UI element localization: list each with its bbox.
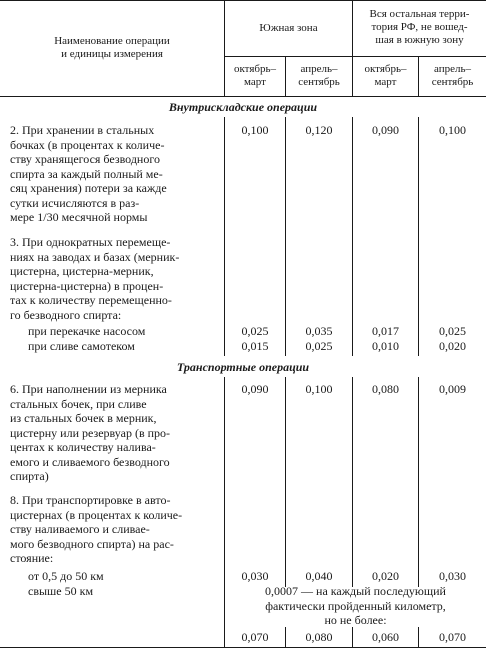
row6-value-south-oct: 0,090 [241,382,269,396]
row8-sub2-label: свыше 50 км [28,584,94,598]
row6-value-other-apr: 0,009 [439,382,466,396]
row-line: цистерна-цистерна) в процен- [10,278,164,293]
rule-header-split [224,56,486,57]
row-line: 8. При транспортировке в авто- [10,493,171,507]
row-line: ству наливаемого и сливае- [10,522,150,536]
header-south-oct-mar [225,63,285,89]
rule-col1-body-a [224,117,225,356]
period-line: сентябрь [298,76,340,88]
row8-sub2-value-other-apr: 0,070 [439,630,466,644]
row8-sub1-value-south-oct: 0,030 [241,569,269,583]
row3-sub2-value-other-apr: 0,020 [439,339,466,353]
rule-top [0,0,486,1]
row2-value-south-apr: 0,120 [305,123,333,137]
note-line: но не более: [324,613,387,627]
rule-col3-body-a [352,117,353,356]
note-line: фактически пройденный километр, [265,598,446,613]
header-other-line: тория РФ, не вошед- [371,21,468,33]
period-line: октябрь– [364,63,407,75]
row2-value-other-oct: 0,090 [372,123,399,137]
row3-sub1-value-south-apr: 0,035 [305,324,333,338]
row-line: цистерну или резервуар (в про- [10,425,171,440]
row-line: цистернах (в процентах к количе- [10,507,183,522]
header-other-line: шая в южную зону [375,34,464,46]
row2-value-other-apr: 0,100 [439,123,466,137]
row-line: го безводного спирта: [10,307,122,322]
row2-description [10,123,167,225]
row-line: центах к количеству налива- [10,440,156,454]
row8-sub2-note [225,584,486,628]
row2-value-south-oct: 0,100 [241,123,269,137]
row-line: бочках (в процентах к количе- [10,137,165,152]
row-line: цистерна, цистерна-мерник, [10,264,154,278]
row-line: сутки исчисляются в раз- [10,195,140,210]
header-other-zone [353,8,486,47]
rule-col3-body-b [352,377,353,587]
period-line: сентябрь [431,76,474,88]
row8-sub1-label: от 0,5 до 50 км [28,569,104,583]
header-south-apr-sep [286,63,352,89]
row3-sub1-value-south-oct: 0,025 [241,324,269,338]
row8-sub2-value-south-apr: 0,080 [305,630,333,644]
period-line: апрель– [300,63,338,75]
row3-sub1-label: при перекачке насосом [28,324,146,338]
rule-col4-body-a [418,117,419,356]
section-transport-title: Транспортные операции [176,360,310,374]
row6-description [10,382,170,484]
row-line: 2. При хранении в стальных [10,123,155,137]
row-line: ниях на заводах и базах (мерник- [10,249,180,264]
header-other-oct-mar [353,63,418,89]
row8-sub1-value-other-oct: 0,020 [372,569,399,583]
row8-sub2-value-south-oct: 0,070 [241,630,269,644]
rule-col4-body-b [418,377,419,587]
row-line: мере 1/30 месячной нормы [10,210,148,224]
row6-value-other-oct: 0,080 [372,382,399,396]
row-line: 3. При однократных перемеще- [10,235,171,249]
row-line: 6. При наполнении из мерника [10,382,167,396]
period-line: апрель– [433,63,471,75]
row8-sub1-value-other-apr: 0,030 [439,569,466,583]
row3-sub1-value-other-oct: 0,017 [372,324,399,338]
row-line: стояние: [10,551,54,565]
row6-value-south-apr: 0,100 [305,382,333,396]
period-line: март [374,76,397,88]
row-line: сяц хранения) потери за кажде [10,181,167,195]
section-internal-title: Внутрискладские операции [168,100,318,114]
row-line: спирта) [10,469,49,483]
header-other-line: Вся остальная терри- [369,8,470,20]
row8-sub1-value-south-apr: 0,040 [305,569,333,583]
row3-sub1-value-other-apr: 0,025 [439,324,466,338]
period-line: октябрь– [233,63,277,75]
rule-col2-body-a [285,117,286,356]
header-south-zone: Южная зона [259,22,318,34]
row8-sub2-value-other-oct: 0,060 [372,630,399,644]
row-line: стальных бочек, при сливе [10,396,147,411]
row-line: из стальных бочек в мерник, [10,411,157,425]
rule-header-bottom [0,96,486,97]
row-line: спирта за каждый полный ме- [10,166,163,181]
row-line: емого и сливаемого безводного [10,454,170,469]
row3-sub2-label: при сливе самотеком [28,339,135,353]
row3-description [10,235,179,322]
header-name-col [0,35,224,61]
rule-col2-body-b [285,377,286,587]
row-line: мого безводного спирта) на рас- [10,536,174,551]
header-other-apr-sep [419,63,486,89]
row3-sub2-value-south-oct: 0,015 [241,339,269,353]
row-line: ству хранящегося безводного [10,152,160,166]
note-line: 0,0007 — на каждый последующий [265,584,446,598]
row8-description [10,493,182,566]
header-name-line: Наименование операции [54,35,170,47]
row3-sub2-value-other-oct: 0,010 [372,339,399,353]
header-name-line: и единицы измерения [61,48,163,60]
row3-sub2-value-south-apr: 0,025 [305,339,333,353]
period-line: март [244,76,266,88]
rule-bottom [0,647,486,648]
row-line: тах к количеству перемещенно- [10,293,172,307]
